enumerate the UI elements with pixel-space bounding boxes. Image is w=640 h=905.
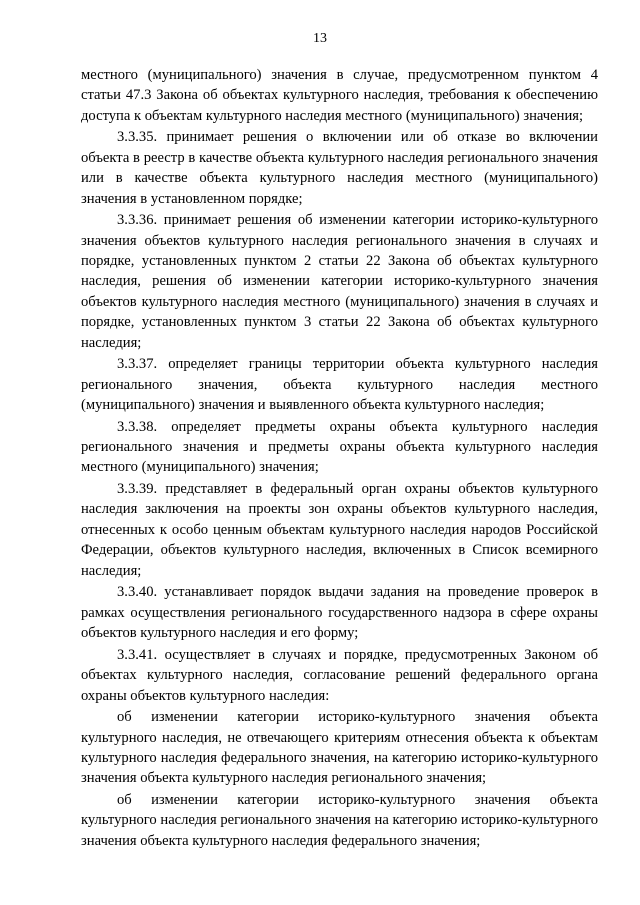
paragraph-3-3-38: 3.3.38. определяет предметы охраны объекта культурного наследия регионального значения и предметы охраны объекта культурного наследия местного (муниципального) значения; xyxy=(81,418,598,476)
paragraph-3-3-41-item-1: об изменении категории историко-культурного значения объекта культурного наследия, не отвечающего критериям отнесения объекта к объектам культурного наследия федерального значения, на категорию историко-культурного значения объекта культурного наследия регионального значения; xyxy=(81,709,598,787)
paragraph-3-3-36: 3.3.36. принимает решения об изменении категории историко-культурного значения объектов культурного наследия регионального значения в случаях и порядке, установленных пунктом 2 статьи 22 Закона об объектах культурного наследия, решения об изменении категории историко-культурного значения объектов культурного наследия местного (муниципального) значения в случаях и порядке, установленных пунктом 3 статьи 22 Закона об объектах культурного наследия; xyxy=(81,212,598,351)
paragraph-continuation: местного (муниципального) значения в случае, предусмотренном пунктом 4 статьи 47.3 Закона об объектах культурного наследия, требования к обеспечению доступа к объектам культурного наследия местного (муниципального) значения; xyxy=(81,67,598,124)
paragraph-3-3-40: 3.3.40. устанавливает порядок выдачи задания на проведение проверок в рамках осуществления регионального государственного надзора в сфере охраны объектов культурного наследия и его форму; xyxy=(81,584,598,642)
paragraph-3-3-41-item-2: об изменении категории историко-культурного значения объекта культурного наследия регионального значения на категорию историко-культурного значения объекта культурного наследия федерального значения; xyxy=(81,791,598,849)
paragraph-3-3-37: 3.3.37. определяет границы территории объекта культурного наследия регионального значения, объекта культурного наследия местного (муниципального) значения и выявленного объекта культурного наследия; xyxy=(81,356,598,414)
paragraph-3-3-41: 3.3.41. осуществляет в случаях и порядке, предусмотренных Законом об объектах культурного наследия, согласование решений федерального органа охраны объектов культурного наследия: xyxy=(81,646,598,704)
page-number: 13 xyxy=(313,31,327,46)
document-body xyxy=(81,65,598,852)
paragraph-3-3-35: 3.3.35. принимает решения о включении или об отказе во включении объекта в реестр в качестве объекта культурного наследия регионального значения или в качестве объекта культурного наследия местного (муниципального) значения в установленном порядке; xyxy=(81,129,598,207)
paragraph-3-3-39: 3.3.39. представляет в федеральный орган охраны объектов культурного наследия заключения на проекты зон охраны объектов культурного наследия, отнесенных к особо ценным объектам культурного наследия народов Российской Федерации, объектов культурного наследия, включенных в Список всемирного наследия; xyxy=(81,481,598,579)
